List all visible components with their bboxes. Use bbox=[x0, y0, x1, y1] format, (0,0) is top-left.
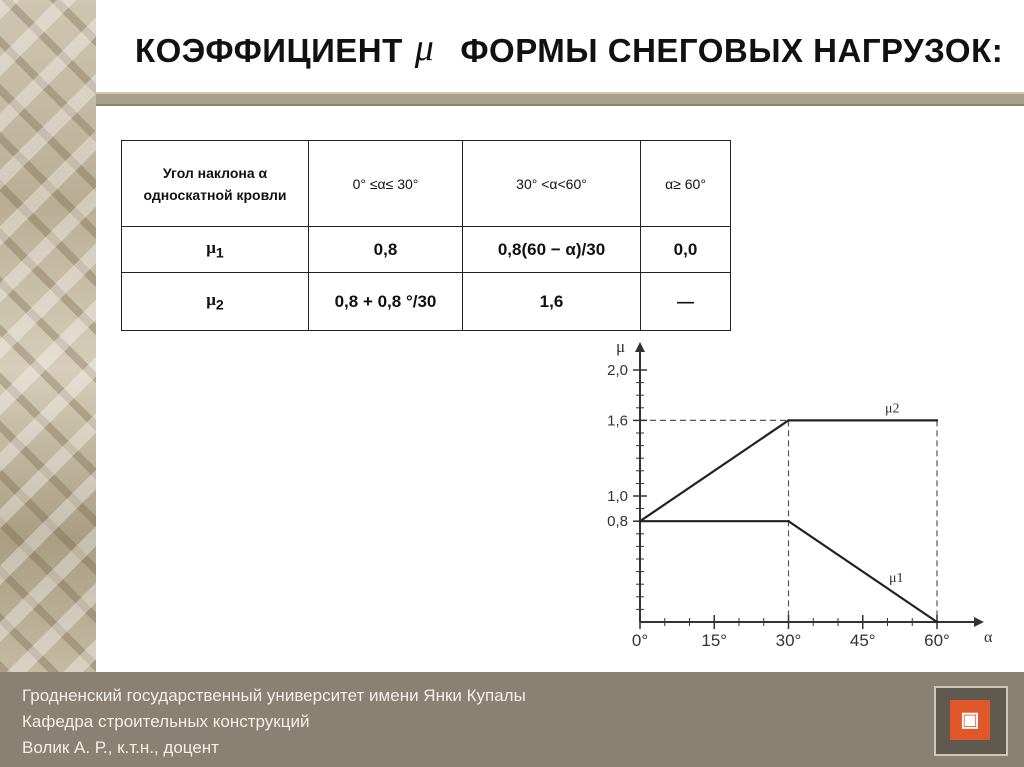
series-point bbox=[787, 520, 789, 522]
mu-subscript: 1 bbox=[215, 245, 224, 262]
x-axis-label: α bbox=[984, 629, 993, 646]
mu-symbol: μ bbox=[206, 237, 216, 257]
footer-department: Кафедра строительных конструкций bbox=[22, 712, 310, 731]
row-label-mu1 bbox=[122, 227, 309, 273]
table-cell: 0,8 bbox=[309, 227, 463, 273]
table-cell: 0,8 + 0,8 °/30 bbox=[309, 273, 463, 331]
x-tick-label: 30° bbox=[775, 631, 802, 650]
y-tick-label: 1,0 bbox=[607, 488, 628, 505]
series-point bbox=[787, 419, 789, 421]
table-header-row bbox=[122, 141, 731, 227]
header-range-3: α≥ 60° bbox=[641, 141, 731, 227]
table-row bbox=[122, 273, 731, 331]
series-point bbox=[936, 621, 938, 623]
y-axis-label: μ bbox=[616, 337, 626, 356]
x-tick-label: 0° bbox=[631, 631, 649, 650]
y-axis-arrow bbox=[635, 342, 645, 352]
header-angle bbox=[122, 141, 309, 227]
header-divider bbox=[96, 92, 1024, 106]
y-tick-label: 2,0 bbox=[607, 362, 628, 379]
header-range-1: 0° ≤α≤ 30° bbox=[309, 141, 463, 227]
page-title bbox=[135, 28, 1005, 72]
header-range-2: 30° <α<60° bbox=[463, 141, 641, 227]
mu-symbol: μ bbox=[206, 289, 216, 309]
table-cell: — bbox=[641, 273, 731, 331]
x-axis-arrow bbox=[974, 617, 984, 627]
series-point bbox=[639, 520, 641, 522]
table-cell: 0,8(60 − α)/30 bbox=[463, 227, 641, 273]
title-mu-symbol: μ bbox=[414, 27, 435, 69]
x-tick-label: 60° bbox=[924, 631, 950, 650]
series-label: μ2 bbox=[885, 401, 900, 417]
logo-mark-icon: ▣ bbox=[950, 700, 990, 740]
coefficient-table bbox=[121, 140, 731, 331]
footer-author: Волик А. Р., к.т.н., доцент bbox=[22, 738, 219, 757]
footer bbox=[0, 672, 1024, 767]
x-tick-label: 15° bbox=[701, 631, 728, 650]
table-cell: 0,0 bbox=[641, 227, 731, 273]
series-point bbox=[936, 419, 938, 421]
y-tick-label: 0,8 bbox=[607, 513, 628, 531]
x-tick-label: 45° bbox=[849, 631, 876, 650]
decorative-background bbox=[0, 0, 96, 672]
title-prefix: КОЭФФИЦИЕНТ bbox=[135, 32, 403, 69]
university-logo bbox=[934, 686, 1008, 756]
mu-alpha-chart bbox=[580, 332, 1000, 664]
y-tick-label: 1,6 bbox=[607, 412, 628, 430]
table-row bbox=[122, 227, 731, 273]
mu-subscript: 2 bbox=[215, 297, 224, 314]
series-label: μ1 bbox=[889, 571, 904, 586]
row-label-mu2 bbox=[122, 273, 309, 331]
table-cell: 1,6 bbox=[463, 273, 641, 331]
header-angle-line1: Угол наклона α bbox=[162, 164, 268, 181]
title-suffix: ФОРМЫ СНЕГОВЫХ НАГРУЗОК: bbox=[460, 32, 1004, 69]
header-angle-line2: односкатной кровли bbox=[143, 186, 287, 203]
footer-university: Гродненский государственный университет имени Янки Купалы bbox=[22, 686, 526, 705]
